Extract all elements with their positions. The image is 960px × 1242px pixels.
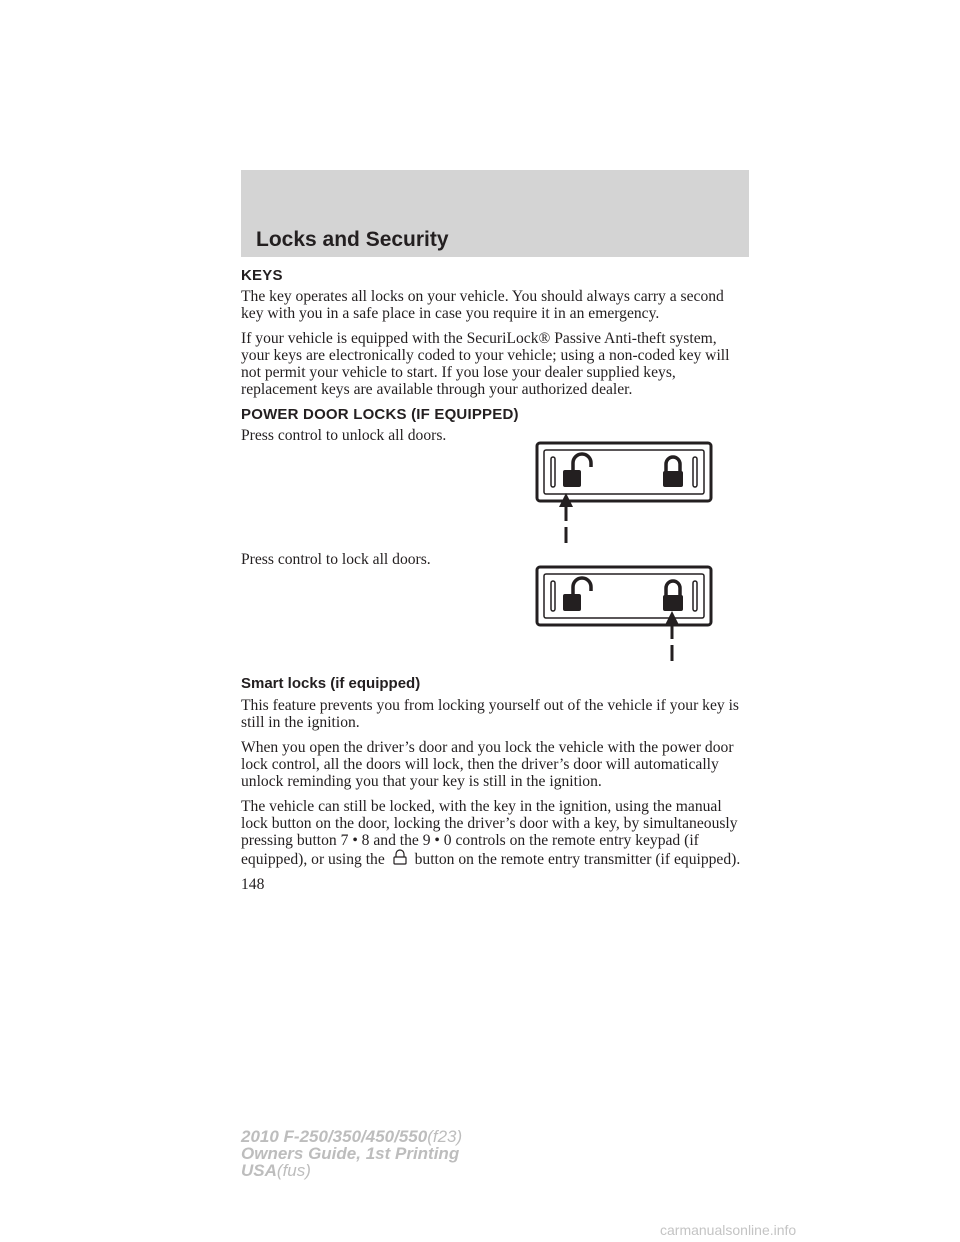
page-number: 148 <box>241 876 265 893</box>
unlock-row <box>241 427 741 551</box>
footer-line-1 <box>241 1128 462 1145</box>
smart-locks-paragraph-3-start: The vehicle can still be locked, with the key in the ignition, using the manual lock button on the door, locking the driver’s door with a key, by simultaneously pressing button 7 • 8 and the 9 • 0 controls on the remote entry keypad (if equipped), or using the <box>241 798 738 868</box>
keys-heading: KEYS <box>241 267 283 284</box>
locked-padlock-icon <box>663 581 683 611</box>
lock-row <box>241 551 741 675</box>
footer-region: USA <box>241 1161 277 1180</box>
unlock-instruction: Press control to unlock all doors. <box>241 427 447 444</box>
footer-region-code: (fus) <box>276 1161 311 1180</box>
footer-model-code: (f23) <box>427 1127 463 1146</box>
print-footer <box>241 1128 462 1179</box>
section-title: Locks and Security <box>256 228 449 251</box>
smart-locks-paragraph-3 <box>241 798 741 868</box>
keys-paragraph-2: If your vehicle is equipped with the SecuriLock® Passive Anti-theft system, your keys are electronically coded to your vehicle; using a non-coded key will not permit your vehicle to start. If you lose your dealer supplied keys, replacement keys are available through your authorized dealer. <box>241 330 730 398</box>
smart-locks-heading: Smart locks (if equipped) <box>241 675 421 692</box>
unlocked-padlock-icon <box>563 454 591 487</box>
footer-line-3 <box>241 1162 462 1179</box>
smart-locks-paragraph-1: This feature prevents you from locking yourself out of the vehicle if your key is still in the ignition. <box>241 697 739 731</box>
watermark: carmanualsonline.info <box>660 1222 797 1238</box>
transmitter-lock-icon <box>389 849 411 865</box>
smart-locks-paragraph-3-end: button on the remote entry transmitter (if equipped). <box>414 851 741 868</box>
page-content <box>241 267 741 894</box>
footer-model: 2010 F-250/350/450/550 <box>241 1127 428 1146</box>
lock-instruction: Press control to lock all doors. <box>241 551 431 568</box>
unlocked-padlock-icon <box>563 578 591 611</box>
smart-locks-paragraph-2: When you open the driver’s door and you lock the vehicle with the power door lock control, all the doors will lock, then the driver’s door will automatically unlock reminding you that your key is still in the ignition. <box>241 739 734 790</box>
power-door-locks-heading: POWER DOOR LOCKS (IF EQUIPPED) <box>241 406 519 423</box>
footer-line-2: Owners Guide, 1st Printing <box>241 1144 460 1163</box>
locked-padlock-icon <box>663 457 683 487</box>
lock-control-diagram <box>535 565 715 669</box>
keys-paragraph-1: The key operates all locks on your vehicle. You should always carry a second key with you in a safe place in case you require it in an emergency. <box>241 288 724 322</box>
unlock-control-diagram <box>535 441 715 545</box>
